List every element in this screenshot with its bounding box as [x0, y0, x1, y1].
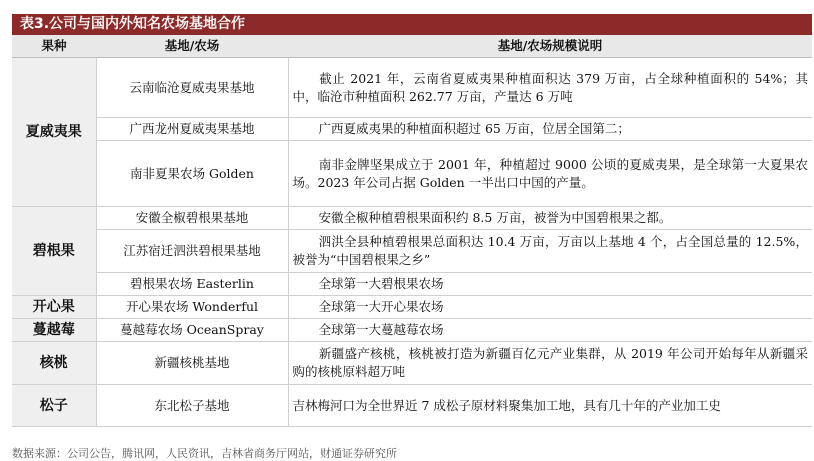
- fruit-cell: 开心果: [12, 296, 96, 319]
- desc-text: 新疆盛产核桃，核桃被打造为新疆百亿元产业集群，从 2019 年公司开始每年从新疆采购的核桃原料超万吨: [292, 346, 808, 379]
- table-row: [12, 385, 812, 427]
- desc-text: 全球第一大碧根果农场: [318, 276, 444, 291]
- base-cell: 广西龙州夏威夷果基地: [96, 118, 288, 141]
- table-row: [12, 296, 812, 319]
- desc-text: 全球第一大蔓越莓农场: [318, 322, 444, 337]
- desc-cell: [288, 319, 812, 342]
- base-cell: 南非夏果农场 Golden: [96, 141, 288, 207]
- table-row: [12, 342, 812, 385]
- base-cell: 碧根果农场 Easterlin: [96, 273, 288, 296]
- table-row: [12, 207, 812, 230]
- cooperation-table: [12, 35, 812, 427]
- table-row: [12, 273, 812, 296]
- header-base: 基地/农场: [96, 35, 288, 58]
- base-cell: 开心果农场 Wonderful: [96, 296, 288, 319]
- desc-cell: [288, 58, 812, 118]
- fruit-cell: 碧根果: [12, 207, 96, 296]
- desc-cell: [288, 207, 812, 230]
- desc-cell: [288, 385, 812, 427]
- desc-text: 截止 2021 年，云南省夏威夷果种植面积达 379 万亩，占全球种植面积的 54%；其中，临沧市种植面积 262.77 万亩，产量达 6 万吨: [292, 70, 808, 104]
- base-cell: 蔓越莓农场 OceanSpray: [96, 319, 288, 342]
- table-row: [12, 319, 812, 342]
- source-note: 数据来源：公司公告，腾讯网，人民资讯，吉林省商务厅网站，财通证券研究所: [12, 447, 397, 460]
- desc-text: 安徽全椒种植碧根果面积约 8.5 万亩，被誉为中国碧根果之都。: [318, 210, 672, 225]
- header-row: [12, 35, 812, 58]
- desc-cell: [288, 230, 812, 273]
- base-cell: 江苏宿迁泗洪碧根果基地: [96, 230, 288, 273]
- desc-cell: [288, 141, 812, 207]
- desc-cell: [288, 118, 812, 141]
- desc-cell: [288, 296, 812, 319]
- desc-cell: [288, 273, 812, 296]
- fruit-cell: 蔓越莓: [12, 319, 96, 342]
- base-cell: 安徽全椒碧根果基地: [96, 207, 288, 230]
- desc-text: 泗洪全县种植碧根果总面积达 10.4 万亩，万亩以上基地 4 个，占全国总量的 12.5%，被誉为“中国碧根果之乡”: [292, 234, 808, 267]
- table-row: [12, 118, 812, 141]
- fruit-cell: 松子: [12, 385, 96, 427]
- desc-cell: [288, 342, 812, 385]
- header-fruit: 果种: [12, 35, 96, 58]
- table-row: [12, 58, 812, 118]
- fruit-cell: 夏威夷果: [12, 58, 96, 207]
- fruit-cell: 核桃: [12, 342, 96, 385]
- desc-text: 广西夏威夷果的种植面积超过 65 万亩，位居全国第二；: [318, 121, 630, 136]
- desc-text: 南非金牌坚果成立于 2001 年，种植超过 9000 公顷的夏威夷果，是全球第一大夏果农场。2023 年公司占据 Golden 一半出口中国的产量。: [292, 156, 808, 190]
- table-container: [12, 14, 812, 427]
- desc-text: 全球第一大开心果农场: [318, 299, 444, 314]
- desc-text: 吉林梅河口为全世界近 7 成松子原材料聚集加工地，具有几十年的产业加工史: [292, 397, 721, 413]
- table-title: 表3.公司与国内外知名农场基地合作: [12, 14, 812, 35]
- base-cell: 东北松子基地: [96, 385, 288, 427]
- base-cell: 新疆核桃基地: [96, 342, 288, 385]
- table-row: [12, 230, 812, 273]
- header-desc: 基地/农场规模说明: [288, 35, 812, 58]
- base-cell: 云南临沧夏威夷果基地: [96, 58, 288, 118]
- table-row: [12, 141, 812, 207]
